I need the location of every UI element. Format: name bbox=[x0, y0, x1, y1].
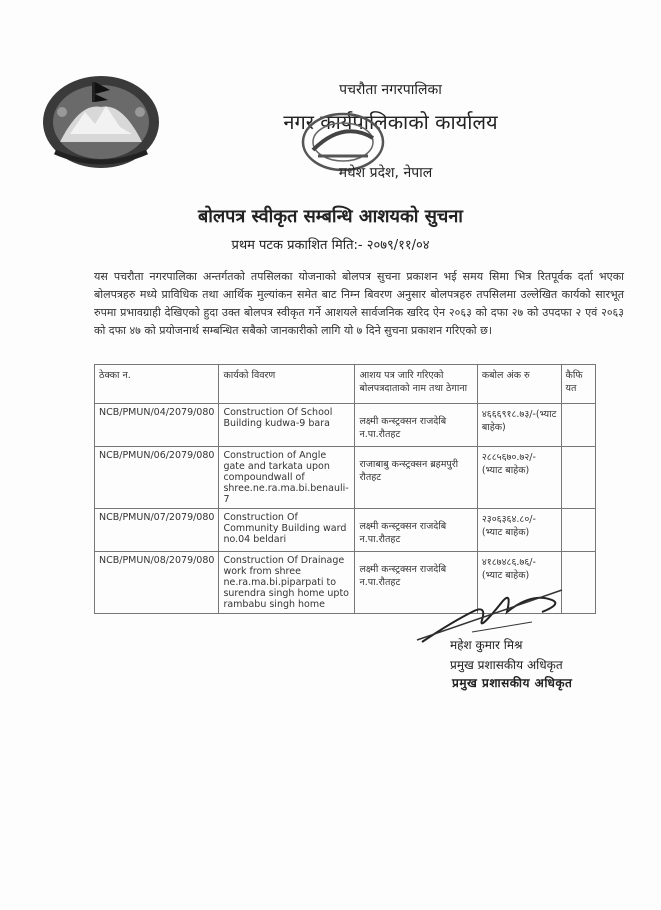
table-header-row bbox=[95, 365, 596, 404]
municipality-name: पचरौता नगरपालिका bbox=[339, 82, 442, 98]
notice-body: यस पचरौता नगरपालिका अन्तर्गतको तपसिलका योजनाको बोलपत्र सुचना प्रकाशन भई समय सिमा भित्र रितपूर्वक दर्ता भएका बोलपत्रहरु मध्ये प्राविधिक तथा आर्थिक मुल्यांकन समेत बाट निम्न बिवरण अनुसार बोलपत्रहरु तपसिलमा उल्लेखित कार्यको सारभूत रुपमा प्रभावग्राही देखिएको हुदा उक्त बोलपत्र स्वीकृत गर्ने आशयले सार्वजनिक खरिद ऐन २०६३ को दफा २७ को उपदफा २ एवं २०६३ को दफा ४७ को प्रयोजनार्थ सम्बन्धित सबैको जानकारीको लागि यो ७ दिने सुचना प्रकाशन गरिएको छ। bbox=[94, 270, 624, 337]
publish-date: प्रथम पटक प्रकाशित मिति:- २०७९/११/०४ bbox=[231, 238, 430, 253]
table-row bbox=[95, 447, 596, 509]
contract-no: NCB/PMUN/04/2079/080 bbox=[95, 404, 219, 447]
work-description: Construction Of Drainage work from shree ne.ra.ma.bi.piparpati to surendra singh home upto rambabu singh home bbox=[219, 552, 355, 614]
table-row bbox=[95, 509, 596, 552]
work-description: Construction Of School Building kudwa-9 bara bbox=[219, 404, 355, 447]
col-amount: कबोल अंक रु bbox=[477, 365, 561, 404]
bidder-name: लक्ष्मी कन्स्ट्रक्सन राजदेबि न.पा.रौतहट bbox=[355, 404, 477, 447]
office-name: नगर कार्यपालिकाको कार्यालय bbox=[283, 110, 498, 134]
bidder-name: लक्ष्मी कन्स्ट्रक्सन राजदेबि न.पा.रौतहट bbox=[355, 509, 477, 552]
bid-amount: २३०६३६४.८०/- (भ्याट बाहेक) bbox=[477, 509, 561, 552]
col-work: कार्यको विवरण bbox=[219, 365, 355, 404]
bid-amount: ४६६६९१८.७३/-(भ्याट बाहेक) bbox=[477, 404, 561, 447]
signatory-title: प्रमुख प्रशासकीय अधिकृत bbox=[450, 658, 563, 672]
signatory-name: महेश कुमार मिश्र bbox=[450, 638, 523, 652]
col-bidder: आशय पत्र जारि गरिएको बोलपत्रदाताको नाम तथा ठेगाना bbox=[355, 365, 477, 404]
remarks bbox=[561, 509, 595, 552]
province-address: मधेश प्रदेश, नेपाल bbox=[338, 165, 433, 181]
remarks bbox=[561, 447, 595, 509]
table-row bbox=[95, 404, 596, 447]
bidder-name: राजाबाबु कन्स्ट्रक्सन ब्रहमपुरी रौतहट bbox=[355, 447, 477, 509]
bidder-name: लक्ष्मी कन्स्ट्रक्सन राजदेबि न.पा.रौतहट bbox=[355, 552, 477, 614]
notice-title: बोलपत्र स्वीकृत सम्बन्धि आशयको सुचना bbox=[198, 206, 463, 227]
contract-no: NCB/PMUN/06/2079/080 bbox=[95, 447, 219, 509]
remarks bbox=[561, 404, 595, 447]
bid-amount: ४१८७४८६.७६/- (भ्याट बाहेक) bbox=[477, 552, 561, 614]
designation-stamp: प्रमुख प्रशासकीय अधिकृत bbox=[452, 676, 573, 690]
bid-amount: २८८५६७०.७२/- (भ्याट बाहेक) bbox=[477, 447, 561, 509]
bid-table bbox=[94, 364, 596, 614]
contract-no: NCB/PMUN/07/2079/080 bbox=[95, 509, 219, 552]
work-description: Construction of Angle gate and tarkata upon compoundwall of shree.ne.ra.ma.bi.benauli-7 bbox=[219, 447, 355, 509]
contract-no: NCB/PMUN/08/2079/080 bbox=[95, 552, 219, 614]
work-description: Construction Of Community Building ward no.04 beldari bbox=[219, 509, 355, 552]
col-remarks: कैफि यत bbox=[561, 365, 595, 404]
col-contract-no: ठेक्का न. bbox=[95, 365, 219, 404]
